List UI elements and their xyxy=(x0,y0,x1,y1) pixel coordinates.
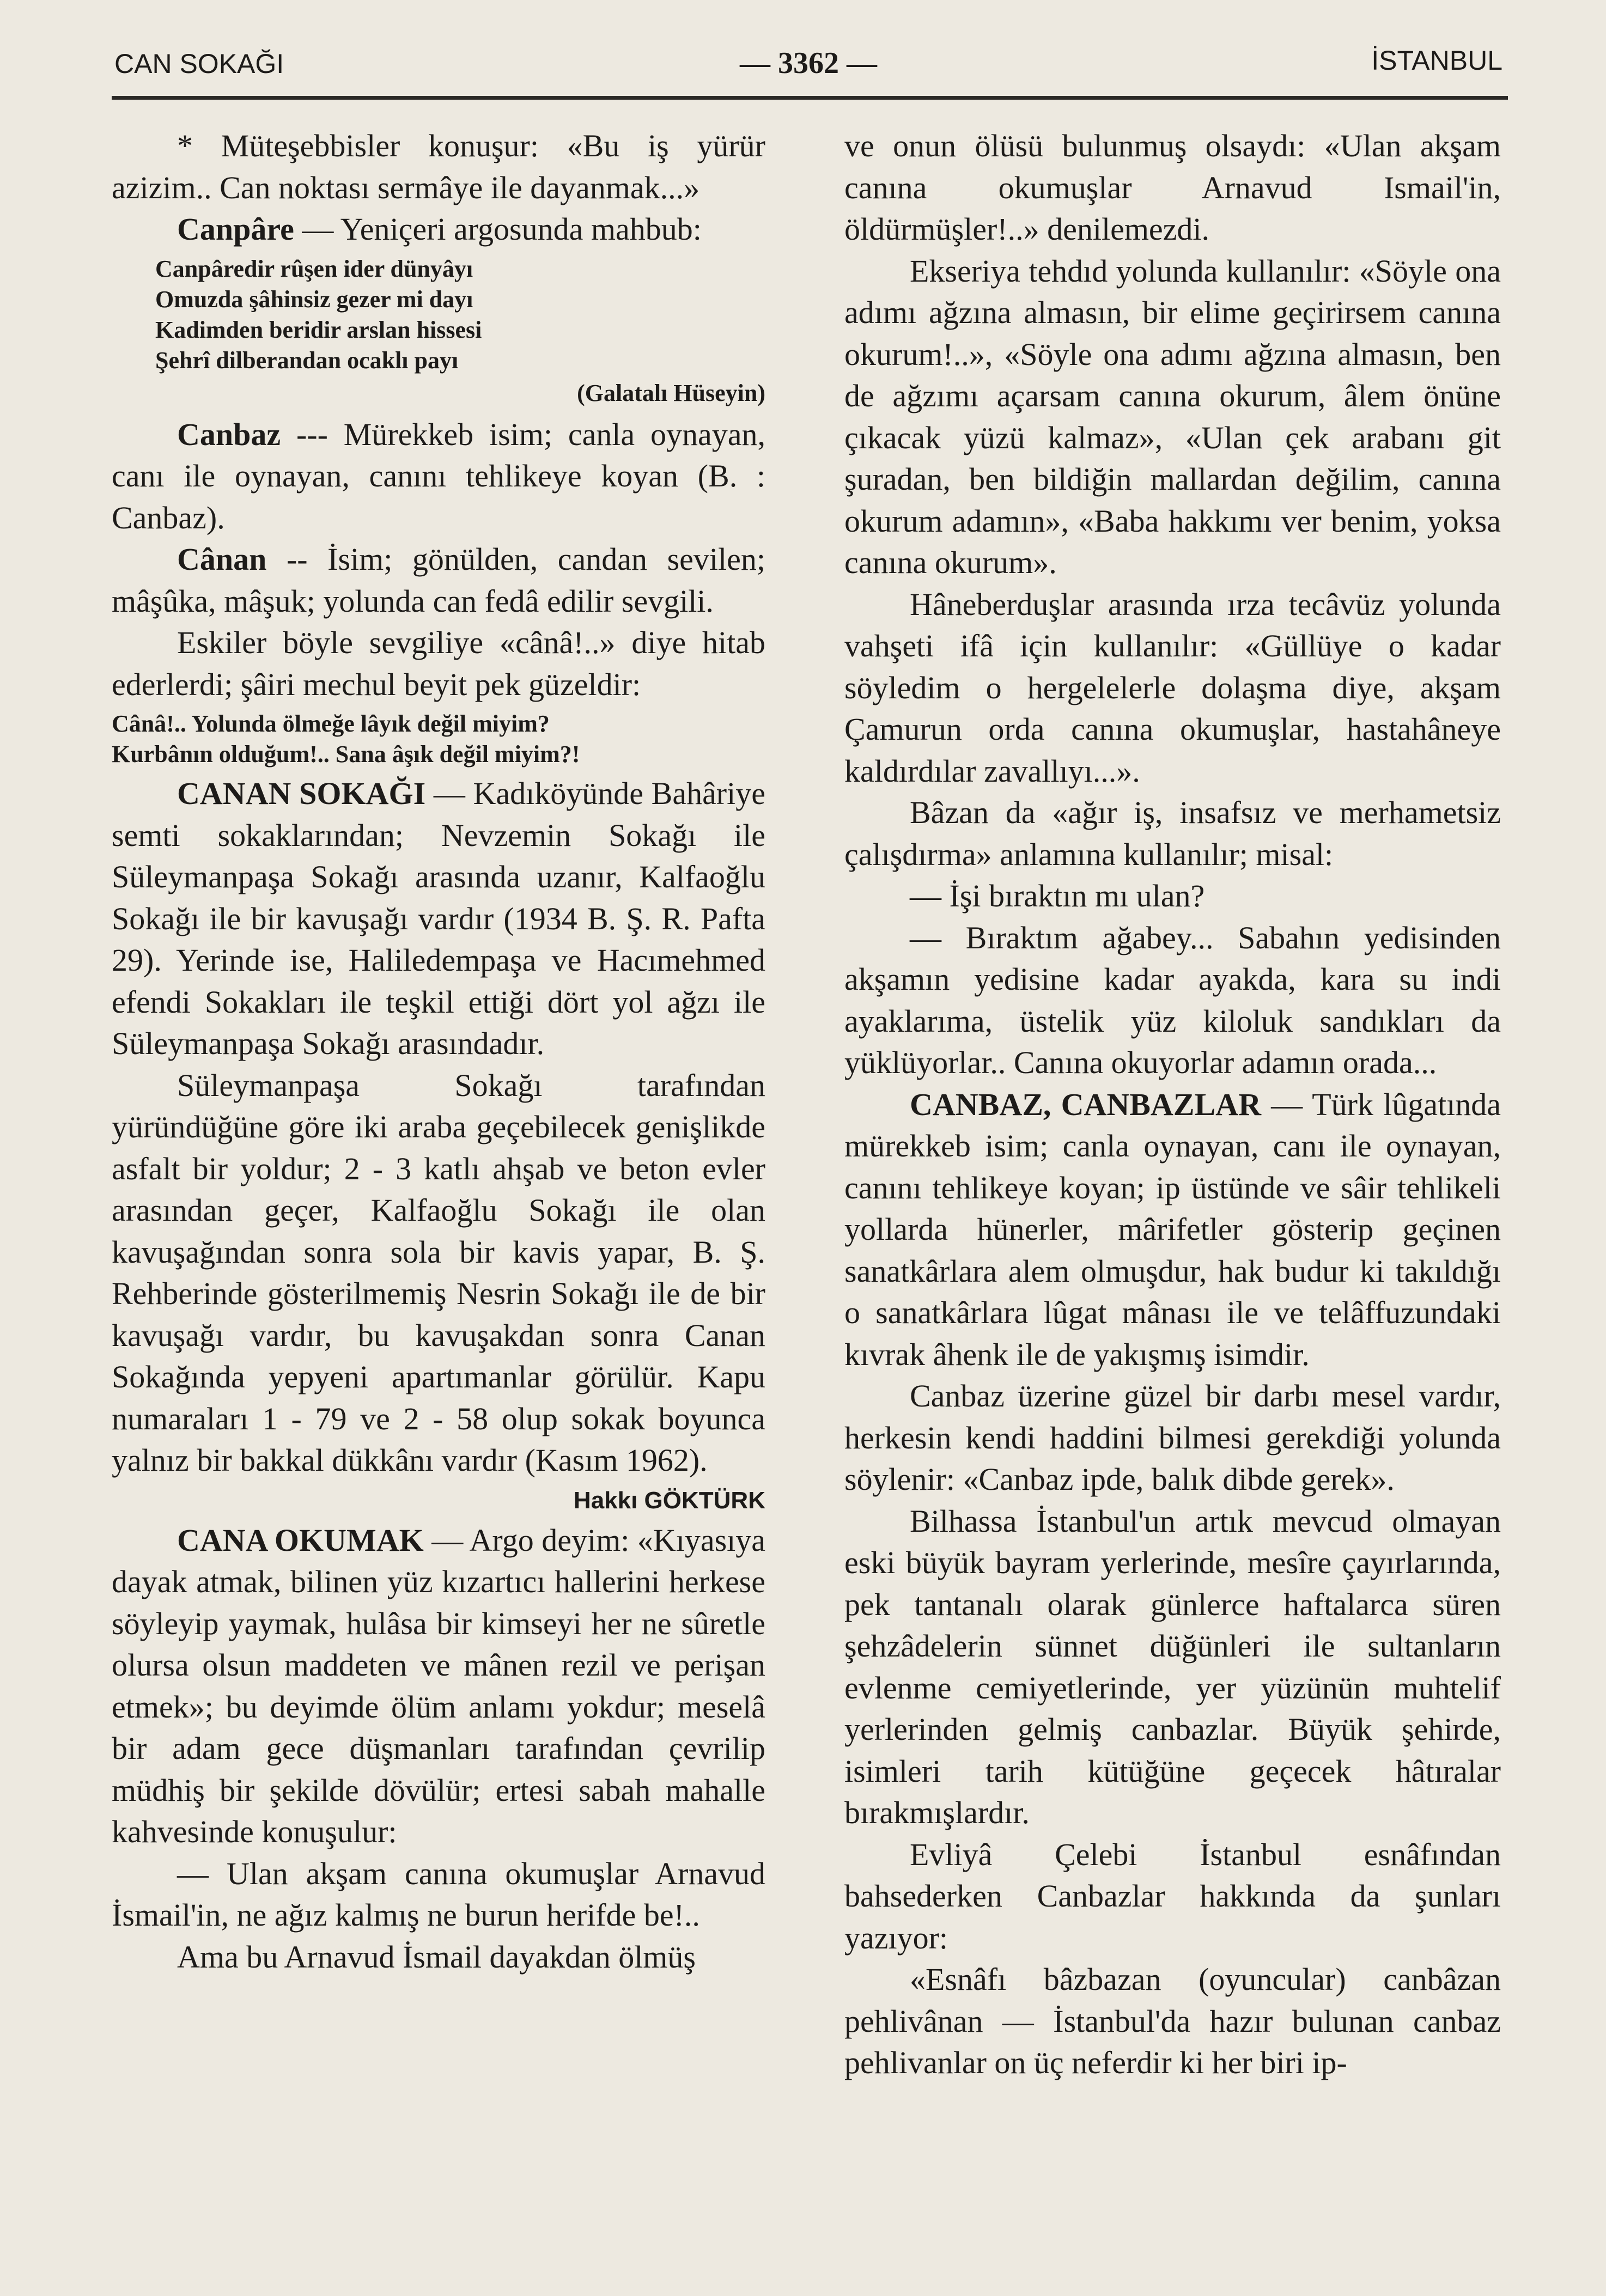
paragraph: Hâneberduşlar arasında ırza tecâvüz yolunda vahşeti ifâ için kullanılır: «Güllüye o kadar söyledim o hergelelerle dolaşma diye, akşam Çamurun orda canına okumuşlar, hastahâneye kaldırdılar zavallıyı...». xyxy=(844,586,1501,789)
verse-block xyxy=(112,709,765,770)
entry-heading: Cânan xyxy=(177,541,267,577)
verse-attribution: (Galatalı Hüseyin) xyxy=(577,379,765,406)
entry-canan xyxy=(112,539,765,622)
verse-line: Şehrî dilberandan ocaklı payı xyxy=(155,346,459,374)
verse-line: Omuzda şâhinsiz gezer mi dayı xyxy=(155,285,473,313)
verse-line: Kurbânın olduğum!.. Sana âşık değil miyim?! xyxy=(112,741,580,768)
entry-text: — Kadıköyünde Bahâriye semti sokaklarından; Nevzemin Sokağı ile Süleymanpaşa Sokağı arasında uzanır, Kalfaoğlu Sokağı ile bir kavuşağı vardır (1934 B. Ş. R. Pafta 29). Yerinde ise, Haliledempaşa ve Hacımehmed efendi Sokakları ile teşkil ettiği dört yol ağzı ile Süleymanpaşa Sokağı arasındadır. xyxy=(112,776,765,1061)
entry-cana-okumak xyxy=(112,1520,765,1853)
entry-heading: CANBAZ, CANBAZLAR xyxy=(910,1086,1261,1122)
right-column xyxy=(844,125,1501,2084)
paragraph: Ekseriya tehdıd yolunda kullanılır: «Söyle ona adımı ağzına almasın, bir elime geçirirsem canına okurum!..», «Söyle ona adımı ağzına almasın, ben de ağzımı açarsam canına okurum, âlem önüne çıkacak yüzü kalmaz», «Ulan çek arabanı git şuradan, ben bildiğin mallardan değilim, canına okurum adamın», «Baba hakkımı ver benim, yoksa canına okurum». xyxy=(844,253,1501,580)
verse-line: Kadimden beridir arslan hissesi xyxy=(155,316,482,343)
paragraph: Süleymanpaşa Sokağı tarafından yüründüğüne göre iki araba geçebilecek genişlikde asfalt bir yoldur; 2 - 3 katlı ahşab ve beton evler arasından geçer, Kalfaoğlu Sokağı ile olan kavuşağından sonra sola bir kavis yapar, B. Ş. Rehberinde gösterilmemiş Nesrin Sokağı ile de bir kavuşağı vardır, bu kavuşakdan sonra Canan Sokağında yepyeni apartımanlar görülür. Kapu numaraları 1 - 79 ve 2 - 58 olup sokak boyunca yalnız bir bakkal dükkânı vardır (Kasım 1962). xyxy=(112,1067,765,1478)
paragraph: «Esnâfı bâzbazan (oyuncular) canbâzan pehlivânan — İstanbul'da hazır bulunan canbaz pehlivanlar on üç neferdir ki her biri ip- xyxy=(844,1962,1501,2080)
entry-heading: CANAN SOKAĞI xyxy=(177,776,426,811)
paragraph: Bâzan da «ağır iş, insafsız ve merhametsiz çalışdırma» anlamına kullanılır; misal: xyxy=(844,795,1501,872)
paragraph: Eskiler böyle sevgiliye «cânâ!..» diye hitab ederlerdi; şâiri mechul beyit pek güzeldir: xyxy=(112,625,765,702)
running-header xyxy=(114,42,1502,92)
entry-canan-sokagi xyxy=(112,773,765,1065)
entry-text: — Türk lûgatında mürekkeb isim; canla oynayan, canı ile oynayan, canını tehlikeye koyan; ip üstünde ve sâir tehlikeli yollarda hünerler, mârifetler gösterip geçinen sanatkârlara alem olmuşdur, hak budur ki takıldığı o sanatkârlara lûgat mânası ile ve telâffuzundaki kıvrak âhenk ile de yakışmış isimdir. xyxy=(844,1086,1501,1372)
paragraph: ve onun ölüsü bulunmuş olsaydı: «Ulan akşam canına okumuşlar Arnavud Ismail'in, öldürmüşler!..» denilemezdi. xyxy=(844,128,1501,247)
entry-canpare xyxy=(112,209,765,251)
entry-text: — Yeniçeri argosunda mahbub: xyxy=(294,211,702,247)
entry-text: --- Mürekkeb isim; canla oynayan, canı ile oynayan, canını tehlikeye koyan (B. : Canbaz). xyxy=(112,416,765,535)
verse-line: Canpâredir rûşen ider dünyâyı xyxy=(155,255,473,282)
page-number: — 3362 — xyxy=(740,46,877,80)
header-rule xyxy=(112,96,1508,100)
entry-heading: CANA OKUMAK xyxy=(177,1522,424,1558)
header-section-title: CAN SOKAĞI xyxy=(114,48,284,79)
entry-text: -- İsim; gönülden, candan sevilen; mâşûka, mâşuk; yolunda can fedâ edilir sevgili. xyxy=(112,541,765,619)
entry-canbaz-canbazlar xyxy=(844,1084,1501,1376)
paragraph: * Müteşebbisler konuşur: «Bu iş yürür azizim.. Can noktası sermâye ile dayanmak...» xyxy=(112,128,765,205)
entry-text: — Argo deyim: «Kıyasıya dayak atmak, bilinen yüz kızartıcı hallerini herkese söyleyip yaymak, hulâsa bir kimseyi her ne sûretle olursa olsun maddeten ve mânen rezil ve perişan etmek»; bu deyimde ölüm anlamı yokdur; meselâ bir adam gece düşmanları tarafından çevrilip müdhiş bir şekilde dövülür; ertesi sabah mahalle kahvesinde konuşulur: xyxy=(112,1522,765,1849)
paragraph: Bilhassa İstanbul'un artık mevcud olmayan eski büyük bayram yerlerinde, mesîre çayırlarında, pek tantanalı olarak günlerce haftalarca süren şehzâdelerin sünnet düğünleri ile sultanların evlenme cemiyetlerinde, yer yüzünün muhtelif yerlerinden gelmiş canbazlar. Büyük şehirde, isimleri tarih kütüğüne geçecek hâtıralar bırakmışlardır. xyxy=(844,1503,1501,1830)
entry-heading: Canpâre xyxy=(177,211,294,247)
left-column xyxy=(112,125,765,1978)
dialogue-line: — Bıraktım ağabey... Sabahın yedisinden akşamın yedisine kadar ayakda, kara su indi ayaklarıma, üstelik yüz kiloluk sandıkları da yüklüyorlar.. Canına okuyorlar adamın orada... xyxy=(844,919,1501,1080)
paragraph: — Ulan akşam canına okumuşlar Arnavud İsmail'in, ne ağız kalmış ne burun herifde be!.. xyxy=(112,1855,765,1933)
paragraph: Canbaz üzerine güzel bir darbı mesel vardır, herkesin kendi haddini bilmesi gerekdiği yolunda söylenir: «Canbaz ipde, balık dibde gerek». xyxy=(844,1378,1501,1497)
entry-canbaz xyxy=(112,414,765,539)
author-signature: Hakkı GÖKTÜRK xyxy=(573,1487,765,1514)
paragraph: Evliyâ Çelebi İstanbul esnâfından bahsederken Canbazlar hakkında da şunları yazıyor: xyxy=(844,1836,1501,1956)
paragraph: Ama bu Arnavud İsmail dayakdan ölmüş xyxy=(177,1939,696,1975)
verse-block xyxy=(112,254,765,411)
verse-line: Cânâ!.. Yolunda ölmeğe lâyık değil miyim? xyxy=(112,710,550,737)
header-city: İSTANBUL xyxy=(1371,45,1502,76)
entry-heading: Canbaz xyxy=(177,416,281,452)
dialogue-line: — İşi bıraktın mı ulan? xyxy=(910,878,1205,913)
